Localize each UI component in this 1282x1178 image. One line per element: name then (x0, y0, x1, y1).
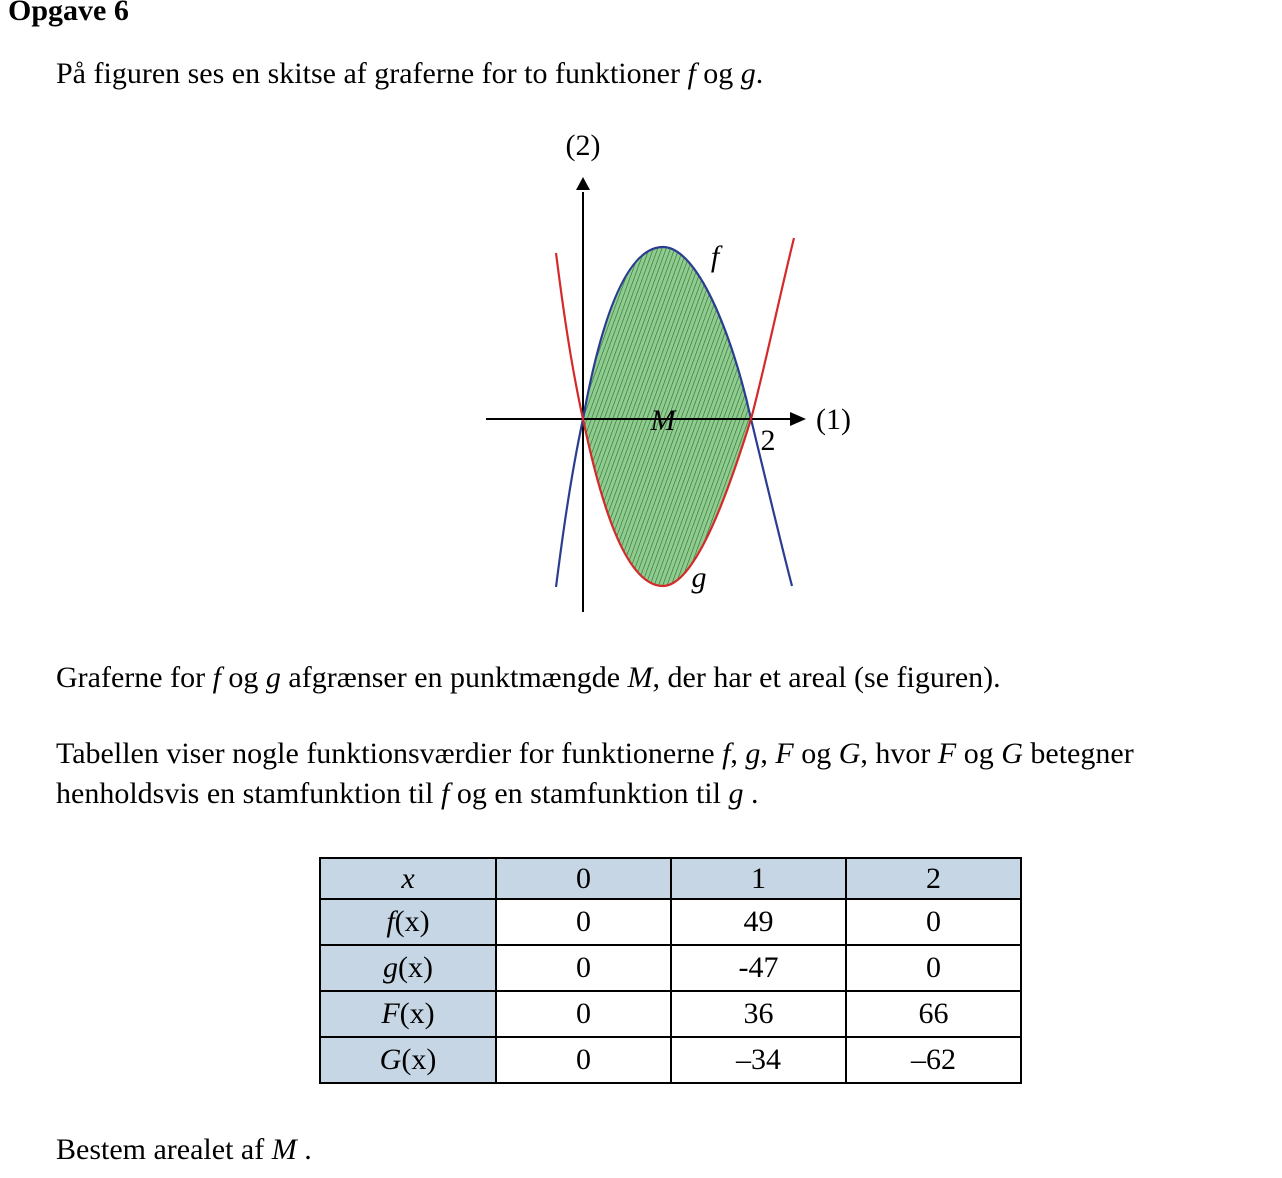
function-graph-figure (470, 120, 870, 620)
y-axis-label: (2) (565, 129, 601, 162)
table-cell: 0 (496, 945, 671, 991)
table-cell: 0 (846, 945, 1021, 991)
table-row (320, 1037, 1021, 1083)
table-cell: 49 (671, 899, 846, 945)
table-cell: 0 (496, 991, 671, 1037)
table-description-line2: henholdsvis en stamfunktion til f og en stamfunktion til g . (56, 777, 759, 810)
x-axis-label: (1) (816, 403, 851, 436)
f-curve-label: f (710, 240, 720, 273)
table-row (320, 899, 1021, 945)
row-label: f(x) (320, 899, 496, 945)
table-cell: –62 (846, 1037, 1021, 1083)
region-label: M (650, 404, 676, 437)
header-cell: 0 (496, 858, 671, 899)
table-cell: –34 (671, 1037, 846, 1083)
g-curve-label: g (691, 561, 707, 594)
table-cell: 0 (846, 899, 1021, 945)
table-row (320, 945, 1021, 991)
region-description: Graferne for f og g afgrænser en punktmængde M, der har et areal (se figuren). (56, 661, 1001, 694)
table-cell: 36 (671, 991, 846, 1037)
table-cell: -47 (671, 945, 846, 991)
row-label: G(x) (320, 1037, 496, 1083)
table-header-row (320, 858, 1021, 899)
question-text: Bestem arealet af M . (56, 1133, 312, 1166)
intro-paragraph: På figuren ses en skitse af graferne for to funktioner f og g. (56, 57, 764, 90)
table-cell: 66 (846, 991, 1021, 1037)
table-row (320, 991, 1021, 1037)
header-cell: x (320, 858, 496, 899)
row-label: g(x) (320, 945, 496, 991)
header-cell: 2 (846, 858, 1021, 899)
table-cell: 0 (496, 899, 671, 945)
x-axis-arrow (790, 412, 806, 426)
table-description-line1: Tabellen viser nogle funktionsværdier for funktionerne f, g, F og G, hvor F og G betegner (56, 737, 1134, 770)
x-tick-label: 2 (760, 424, 776, 457)
function-values-table (319, 857, 1022, 1084)
row-label: F(x) (320, 991, 496, 1037)
task-heading: Opgave 6 (8, 0, 129, 27)
header-cell: 1 (671, 858, 846, 899)
y-axis-arrow (576, 177, 590, 190)
table-cell: 0 (496, 1037, 671, 1083)
